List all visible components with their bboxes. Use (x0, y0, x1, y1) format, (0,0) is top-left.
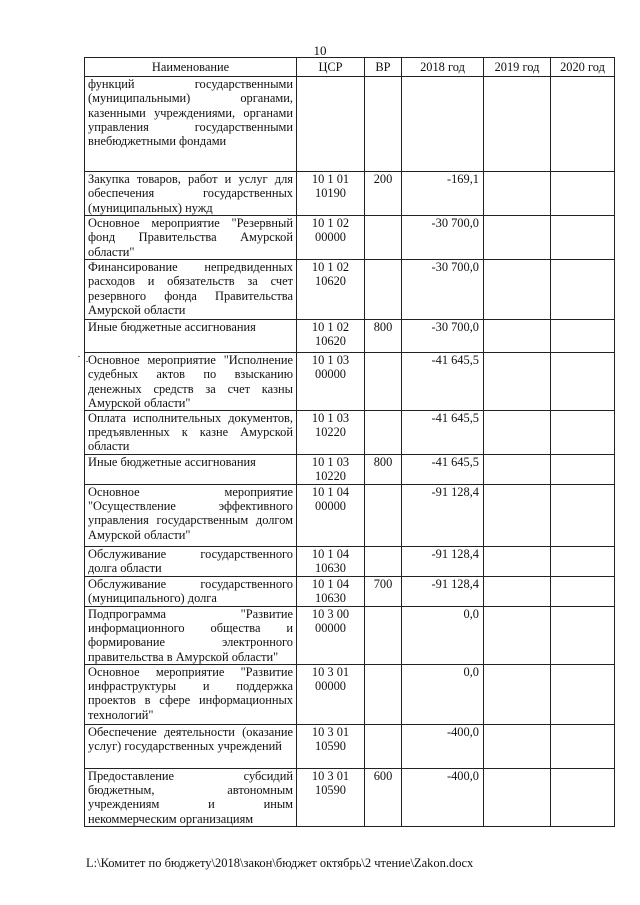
row-csr: 10 1 04 10630 (297, 577, 365, 607)
table-row (85, 172, 615, 216)
table-row (85, 455, 615, 485)
header-vr: ВР (365, 58, 402, 77)
row-2019 (484, 455, 551, 485)
header-2020: 2020 год (551, 58, 615, 77)
row-2020 (551, 353, 615, 411)
row-csr: 10 1 03 00000 (297, 353, 365, 411)
row-2019 (484, 216, 551, 260)
row-vr (365, 77, 402, 172)
table-row (85, 577, 615, 607)
row-csr: 10 1 03 10220 (297, 455, 365, 485)
row-vr (365, 216, 402, 260)
row-2020 (551, 547, 615, 577)
row-name: Финансирование непредвиденных расходов и обязательств за счет резервного фонда Правительства Амурской области (85, 260, 297, 320)
row-2018 (402, 77, 484, 172)
row-2018: -30 700,0 (402, 216, 484, 260)
row-name: Основное мероприятие "Исполнение судебных актов по взысканию денежных средств за счет казны Амурской области" (85, 353, 297, 411)
row-csr: 10 1 02 10620 (297, 260, 365, 320)
row-2020 (551, 577, 615, 607)
row-csr: 10 3 01 10590 (297, 769, 365, 827)
row-csr: 10 3 00 00000 (297, 607, 365, 665)
row-2019 (484, 353, 551, 411)
footer-file-path: L:\Комитет по бюджету\2018\закон\бюджет октябрь\2 чтение\Zakon.docx (86, 856, 474, 870)
row-vr: 800 (365, 320, 402, 353)
row-2018: -400,0 (402, 725, 484, 769)
row-2018: -400,0 (402, 769, 484, 827)
table-body (85, 77, 615, 827)
row-2019 (484, 769, 551, 827)
row-csr: 10 1 04 00000 (297, 485, 365, 547)
row-name: Подпрограмма "Развитие информационного общества и формирование электронного правительства в Амурской области" (85, 607, 297, 665)
row-2020 (551, 455, 615, 485)
row-2018: -91 128,4 (402, 577, 484, 607)
budget-table (84, 57, 615, 827)
page-number: 10 (313, 43, 327, 58)
row-vr (365, 260, 402, 320)
row-name: функций государственными (муниципальными) органами, казенными учреждениями, органами управления государственными внебюджетными фондами (85, 77, 297, 172)
row-vr (365, 607, 402, 665)
row-2020 (551, 320, 615, 353)
row-name: Закупка товаров, работ и услуг для обеспечения государственных (муниципальных) нужд (85, 172, 297, 216)
scan-speck (86, 361, 88, 362)
table-row (85, 547, 615, 577)
table-row (85, 260, 615, 320)
row-2020 (551, 665, 615, 725)
row-vr (365, 725, 402, 769)
row-2019 (484, 547, 551, 577)
row-2020 (551, 607, 615, 665)
row-vr (365, 485, 402, 547)
row-2020 (551, 725, 615, 769)
header-2019: 2019 год (484, 58, 551, 77)
scan-speck (78, 356, 80, 357)
row-2019 (484, 665, 551, 725)
row-2018: 0,0 (402, 607, 484, 665)
row-2020 (551, 172, 615, 216)
row-vr: 200 (365, 172, 402, 216)
table-row (85, 485, 615, 547)
row-2018: -91 128,4 (402, 485, 484, 547)
row-csr: 10 1 01 10190 (297, 172, 365, 216)
row-2019 (484, 77, 551, 172)
row-vr (365, 411, 402, 455)
row-vr: 600 (365, 769, 402, 827)
row-2018: -30 700,0 (402, 320, 484, 353)
row-vr: 800 (365, 455, 402, 485)
row-csr: 10 1 02 00000 (297, 216, 365, 260)
table-row (85, 216, 615, 260)
table-header-row (85, 58, 615, 77)
row-name: Обеспечение деятельности (оказание услуг) государственных учреждений (85, 725, 297, 769)
row-name: Обслуживание государственного долга области (85, 547, 297, 577)
row-name: Основное мероприятие "Осуществление эффективного управления государственным долгом Амурской области" (85, 485, 297, 547)
header-2018: 2018 год (402, 58, 484, 77)
row-2019 (484, 260, 551, 320)
table-row (85, 320, 615, 353)
table-row (85, 607, 615, 665)
row-csr: 10 1 02 10620 (297, 320, 365, 353)
table-row (85, 665, 615, 725)
row-2020 (551, 260, 615, 320)
row-2019 (484, 172, 551, 216)
header-name: Наименование (85, 58, 297, 77)
row-2018: -30 700,0 (402, 260, 484, 320)
row-2020 (551, 769, 615, 827)
row-2018: 0,0 (402, 665, 484, 725)
row-vr (365, 547, 402, 577)
table-row (85, 77, 615, 172)
row-name: Иные бюджетные ассигнования (85, 455, 297, 485)
row-2020 (551, 485, 615, 547)
header-csr: ЦСР (297, 58, 365, 77)
row-csr: 10 1 03 10220 (297, 411, 365, 455)
row-2019 (484, 411, 551, 455)
row-2020 (551, 77, 615, 172)
row-2019 (484, 607, 551, 665)
row-name: Оплата исполнительных документов, предъявленных к казне Амурской области (85, 411, 297, 455)
table-row (85, 725, 615, 769)
row-2019 (484, 320, 551, 353)
row-2019 (484, 485, 551, 547)
table-row (85, 353, 615, 411)
row-2020 (551, 411, 615, 455)
row-vr (365, 665, 402, 725)
row-2018: -41 645,5 (402, 353, 484, 411)
row-2018: -41 645,5 (402, 411, 484, 455)
row-vr (365, 353, 402, 411)
row-2018: -41 645,5 (402, 455, 484, 485)
row-vr: 700 (365, 577, 402, 607)
row-csr (297, 77, 365, 172)
row-2018: -91 128,4 (402, 547, 484, 577)
row-2018: -169,1 (402, 172, 484, 216)
row-name: Основное мероприятие "Развитие инфраструктуры и поддержка проектов в сфере информационных технологий" (85, 665, 297, 725)
row-csr: 10 1 04 10630 (297, 547, 365, 577)
row-name: Предоставление субсидий бюджетным, автономным учреждениям и иным некоммерческим организациям (85, 769, 297, 827)
row-2019 (484, 725, 551, 769)
table-row (85, 411, 615, 455)
row-csr: 10 3 01 00000 (297, 665, 365, 725)
row-2020 (551, 216, 615, 260)
row-name: Основное мероприятие "Резервный фонд Правительства Амурской области" (85, 216, 297, 260)
table-row (85, 769, 615, 827)
row-2019 (484, 577, 551, 607)
row-csr: 10 3 01 10590 (297, 725, 365, 769)
row-name: Обслуживание государственного (муниципального) долга (85, 577, 297, 607)
row-name: Иные бюджетные ассигнования (85, 320, 297, 353)
